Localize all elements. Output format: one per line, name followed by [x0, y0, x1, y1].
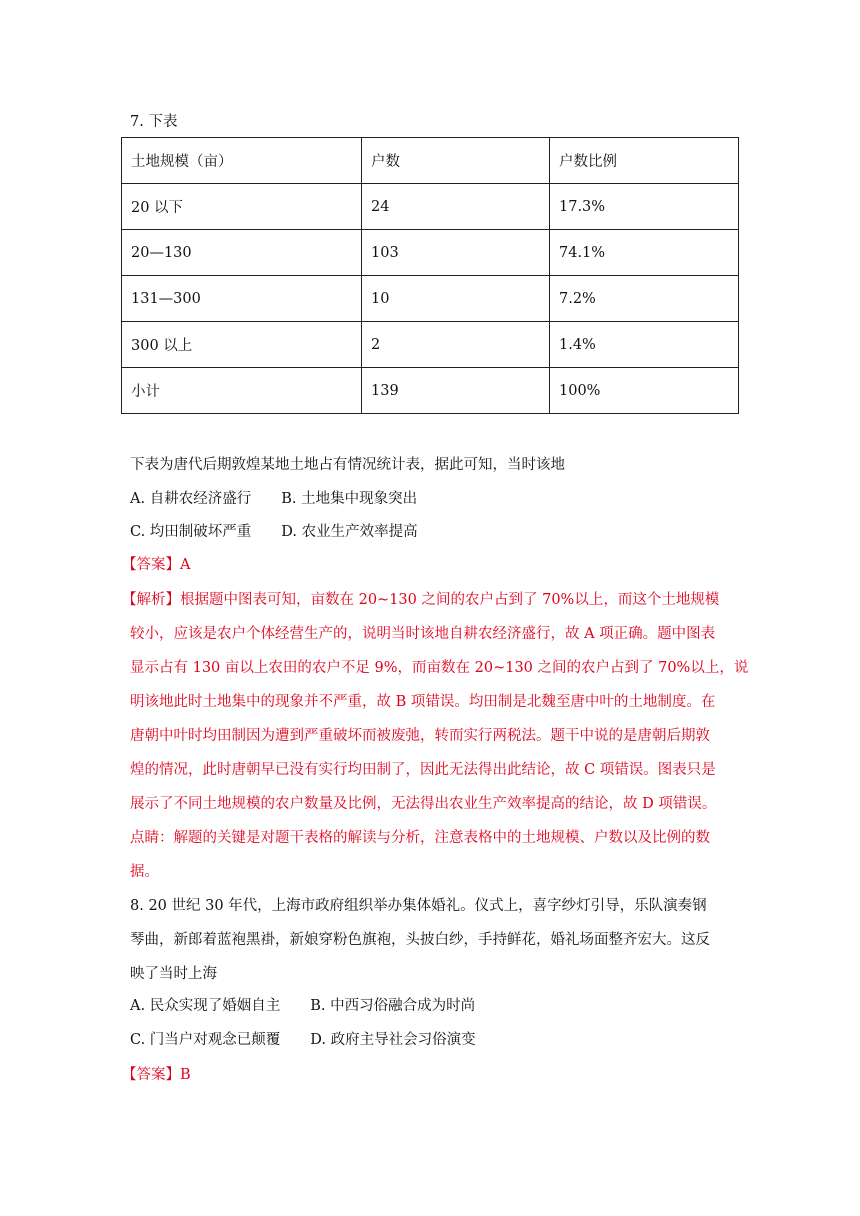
table-cell: 103: [362, 230, 550, 276]
table-cell: 139: [362, 368, 550, 414]
table-cell: 74.1%: [550, 230, 739, 276]
q7-option-b: B. 土地集中现象突出: [281, 491, 418, 507]
q7-question: 下表为唐代后期敦煌某地土地占有情况统计表，据此可知，当时该地: [130, 457, 565, 473]
q7-analysis-line: 点睛：解题的关键是对题干表格的解读与分析，注意表格中的土地规模、户数以及比例的数: [130, 830, 710, 846]
table-row: [122, 276, 739, 322]
q7-analysis-line: 【解析】根据题中图表可知，亩数在 20~130 之间的农户占到了 70%以上，而这个土地规模: [122, 592, 720, 608]
q8-stem-line: 琴曲，新郎着蓝袍黑褂，新娘穿粉色旗袍，头披白纱，手持鲜花，婚礼场面整齐宏大。这反: [130, 932, 710, 948]
table-cell: 300 以上: [122, 322, 362, 368]
table-cell: 20—130: [122, 230, 362, 276]
table-cell: 1.4%: [550, 322, 739, 368]
q7-analysis-line: 展示了不同土地规模的农户数量及比例，无法得出农业生产效率提高的结论，故 D 项错误。: [130, 796, 717, 812]
q8-option-b: B. 中西习俗融合成为时尚: [310, 998, 476, 1014]
table-header-cell: 户数: [362, 138, 550, 184]
q8-option-d: D. 政府主导社会习俗演变: [310, 1032, 476, 1048]
q7-option-d: D. 农业生产效率提高: [281, 524, 418, 540]
q7-analysis-line: 唐朝中叶时均田制因为遭到严重破坏而被废弛，转而实行两税法。题干中说的是唐朝后期敦: [130, 728, 710, 744]
q7-answer: 【答案】A: [122, 557, 191, 573]
q8-options-row-1: [130, 996, 475, 1016]
table-row: [122, 230, 739, 276]
table-header-row: [122, 138, 739, 184]
q7-analysis-line: 明该地此时土地集中的现象并不严重，故 B 项错误。均田制是北魏至唐中叶的土地制度。在: [130, 694, 716, 710]
table-row: [122, 368, 739, 414]
table-header-cell: 户数比例: [550, 138, 739, 184]
q8-options-row-2: [130, 1030, 476, 1050]
table-cell: 2: [362, 322, 550, 368]
q7-options-row-2: [130, 522, 418, 542]
table-cell: 20 以下: [122, 184, 362, 230]
q7-analysis-line: 煌的情况，此时唐朝早已没有实行均田制了，因此无法得出此结论，故 C 项错误。图表只是: [130, 762, 716, 778]
table-cell: 7.2%: [550, 276, 739, 322]
q7-analysis-line: 据。: [130, 864, 159, 880]
table-cell: 100%: [550, 368, 739, 414]
q8-answer: 【答案】B: [122, 1067, 191, 1083]
q7-options-row-1: [130, 489, 417, 509]
table-row: [122, 184, 739, 230]
q8-option-c: C. 门当户对观念已颠覆: [130, 1032, 281, 1048]
table-cell: 10: [362, 276, 550, 322]
table-row: [122, 322, 739, 368]
table-cell: 131—300: [122, 276, 362, 322]
q7-analysis-line: 较小，应该是农户个体经营生产的，说明当时该地自耕农经济盛行，故 A 项正确。题中图表: [130, 626, 716, 642]
q7-analysis-line: 显示占有 130 亩以上农田的农户不足 9%，而亩数在 20~130 之间的农户占到了 70%以上，说: [130, 660, 749, 676]
table-cell: 24: [362, 184, 550, 230]
table-cell: 17.3%: [550, 184, 739, 230]
table-header-cell: 土地规模（亩）: [122, 138, 362, 184]
table-cell: 小计: [122, 368, 362, 414]
q8-stem-line: 映了当时上海: [130, 966, 217, 982]
q7-stem: 7. 下表: [130, 114, 178, 130]
q8-stem-line: 8. 20 世纪 30 年代，上海市政府组织举办集体婚礼。仪式上，喜字纱灯引导，乐队演奏钢: [130, 898, 707, 914]
land-table: [121, 137, 739, 414]
q7-option-c: C. 均田制破坏严重: [130, 524, 252, 540]
q8-option-a: A. 民众实现了婚姻自主: [130, 998, 281, 1014]
q7-option-a: A. 自耕农经济盛行: [130, 491, 252, 507]
